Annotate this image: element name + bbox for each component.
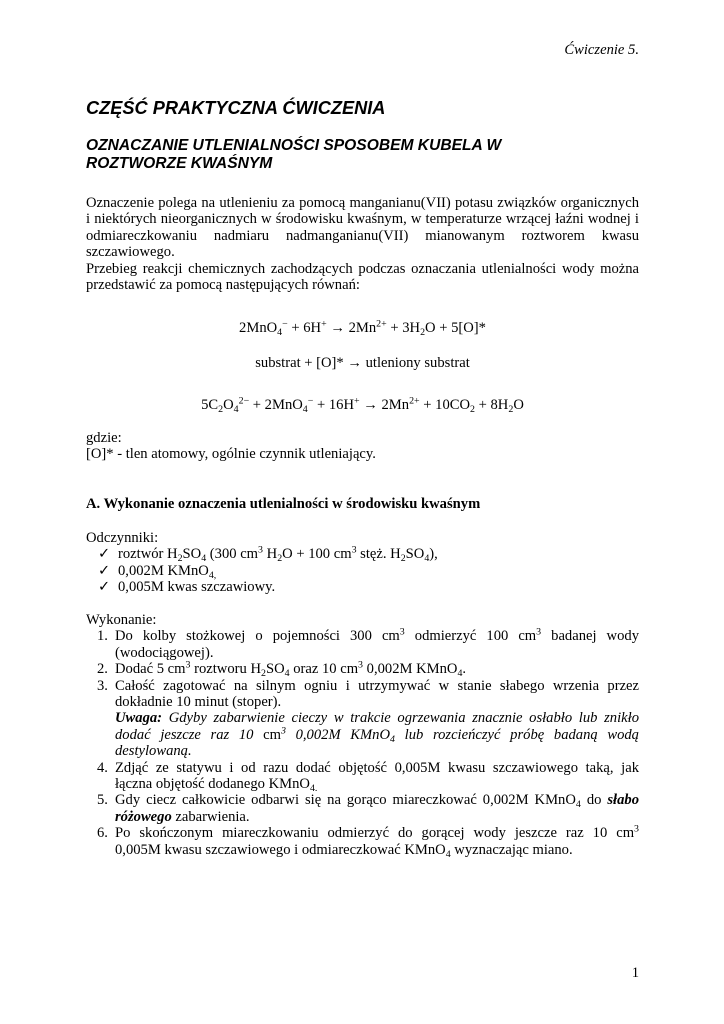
eq1-part: + 3H: [386, 320, 421, 336]
procedure-step: [86, 659, 639, 680]
procedure-block: [86, 612, 639, 858]
reagent-text: 0,005M kwas szczawiowy.: [118, 579, 276, 596]
subtitle-line-1: OZNACZANIE UTLENIALNOŚCI SPOSOBEM KUBELA W: [86, 137, 502, 154]
procedure-step: [86, 825, 639, 858]
step-text: Dodać 5 $cm^3$ roztworu $H_2SO_4$ oraz 10 $cm^3$ 0,002M KMnO$_4$.: [115, 659, 467, 680]
gdzie-label: gdzie:: [86, 430, 122, 446]
oxygen-definition: [O]* - tlen atomowy, ogólnie czynnik utleniający.: [86, 446, 376, 463]
eq3-part: O: [513, 397, 524, 413]
reagent-item: [98, 579, 639, 595]
step-number: 1.: [97, 628, 108, 645]
eq3-part: + 16H: [313, 397, 355, 413]
intro-line: Oznaczenie polega na utlenieniu za pomocą manganianu(VII) potasu związków organicznych: [86, 195, 639, 211]
procedure-label: Wykonanie:: [86, 612, 157, 628]
reagent-item: ✓ 0,002M KMnO$_{4,}$: [98, 562, 217, 581]
reagent-text: O + 100 cm: [282, 546, 352, 563]
eq3-part: + 8H: [474, 397, 509, 413]
reagents-block: [86, 530, 639, 596]
step-number: 5.: [97, 792, 108, 809]
reagent-text: SO: [182, 546, 202, 563]
checkmark-icon: ✓: [98, 546, 111, 563]
step-text: Gdy ciecz całkowicie odbarwi się na gorąco miareczkować 0,002M KMnO$_4$ do słabo: [115, 792, 639, 811]
reagent-text: 0,002M KMnO: [118, 562, 209, 579]
equation-1: $2MnO_4^- + 6H^+ \to 2Mn^{2+} + 3H_2O + 5[O]*$: [239, 318, 486, 338]
eq1-part: 2MnO: [239, 320, 278, 336]
page-number: 1: [631, 965, 639, 981]
intro-line: szczawiowego.: [86, 244, 175, 261]
equation-2: substrat + [O]* → utleniony substrat: [255, 355, 470, 371]
eq1-part: + 6H: [287, 320, 322, 336]
step-note: Uwaga: Gdyby zabarwienie cieczy w trakcie ogrzewania znacznie osłabło lub znikło: [115, 710, 639, 727]
step-note: destylowaną.: [115, 743, 192, 760]
intro-line: przedstawić za pomocą następujących równań:: [86, 277, 360, 294]
reagent-text: roztwór H: [118, 546, 178, 563]
checkmark-icon: ✓: [98, 579, 111, 596]
definitions: [86, 430, 639, 463]
intro-line: Przebieg reakcji chemicznych zachodzących podczas oznaczania utlenialności wody można: [86, 260, 639, 277]
page-subtitle: [86, 137, 586, 173]
step-text: Po skończonym miareczkowaniu odmierzyć do gorącej wody jeszcze raz 10 $cm^3$: [115, 823, 639, 842]
step-text: dokładnie 10 minut (stoper).: [115, 694, 282, 711]
subtitle-line-2: ROZTWORZE KWAŚNYM: [86, 155, 273, 172]
step-number: 6.: [97, 825, 108, 842]
reagent-text: H: [262, 546, 278, 563]
page-title: CZĘŚĆ PRAKTYCZNA ĆWICZENIA: [86, 98, 386, 118]
step-number: 3.: [97, 677, 108, 694]
reagent-text: ),: [429, 546, 438, 563]
step-note: dodać jeszcze raz 10 $cm^3$ 0,002M KMnO$_4$ lub rozcieńczyć próbę badaną wodą: [115, 725, 639, 745]
eq3-arrow: → 2Mn: [359, 397, 410, 413]
exercise-label: Ćwiczenie 5.: [564, 42, 639, 58]
reagents-list: [86, 546, 639, 595]
step-number: 4.: [97, 759, 108, 776]
step-text: Zdjąć ze statywu i od razu dodać objętość 0,005M kwasu szczawiowego taką, jak: [115, 759, 639, 776]
equation-3: $5C_2O_4^{2-} + 2MnO_4^- + 16H^+ \to 2Mn^{2+} + 10CO_2 + 8H_2O$: [201, 395, 524, 415]
intro-line: odmiareczkowaniu nadmiaru nadmanganianu(VII) mianowanym roztworem kwasu: [86, 227, 639, 244]
eq3-part: + 2MnO: [249, 397, 303, 413]
step-text: Całość zagotować na silnym ogniu i utrzymywać w stanie słabego wrzenia przez: [115, 677, 639, 694]
procedure-steps: [86, 628, 639, 858]
step-text: 0,005M kwasu szczawiowego i odmiareczkować KMnO$_4$ wyznaczając miano.: [115, 841, 573, 860]
procedure-step: [86, 628, 639, 661]
reagent-text: SO: [405, 546, 425, 563]
procedure-step: [86, 760, 639, 793]
reagent-text: (300 cm: [206, 546, 259, 563]
eq1-part: O + 5[O]*: [425, 320, 486, 336]
step-text: łączna objętość dodanego KMnO$_{4.}$: [115, 776, 318, 795]
step-text: Do kolby stożkowej o pojemności 300 $cm^3$ odmierzyć 100 $cm^3$ badanej wody: [115, 626, 639, 645]
step-text: różowego zabarwienia.: [115, 808, 250, 825]
section-a-heading: A. Wykonanie oznaczenia utlenialności w środowisku kwaśnym: [86, 496, 481, 512]
step-text: (wodociągowej).: [115, 644, 214, 661]
intro-line: i niektórych nieorganicznych w środowisku kwaśnym, w temperaturze wrzącej łaźni wodnej i: [86, 211, 639, 228]
eq3-part: + 10CO: [419, 397, 471, 413]
checkmark-icon: ✓: [98, 562, 111, 579]
procedure-step: [86, 792, 639, 825]
document-page: [86, 0, 639, 1024]
reagent-item: ✓ roztwór $H_2SO_4$ (300 $cm^3$ $H_2O + 100$ $cm^3$ stęż. $H_2SO_4$),: [98, 544, 438, 565]
reagent-text: stęż. H: [356, 546, 401, 563]
eq3-part: 5C: [201, 397, 219, 413]
eq3-part: O: [223, 397, 234, 413]
reagents-label: Odczynniki:: [86, 530, 159, 546]
procedure-step: [86, 678, 639, 760]
intro-paragraph: [86, 195, 639, 293]
step-number: 2.: [97, 661, 108, 678]
eq1-arrow: → 2Mn: [326, 320, 377, 336]
